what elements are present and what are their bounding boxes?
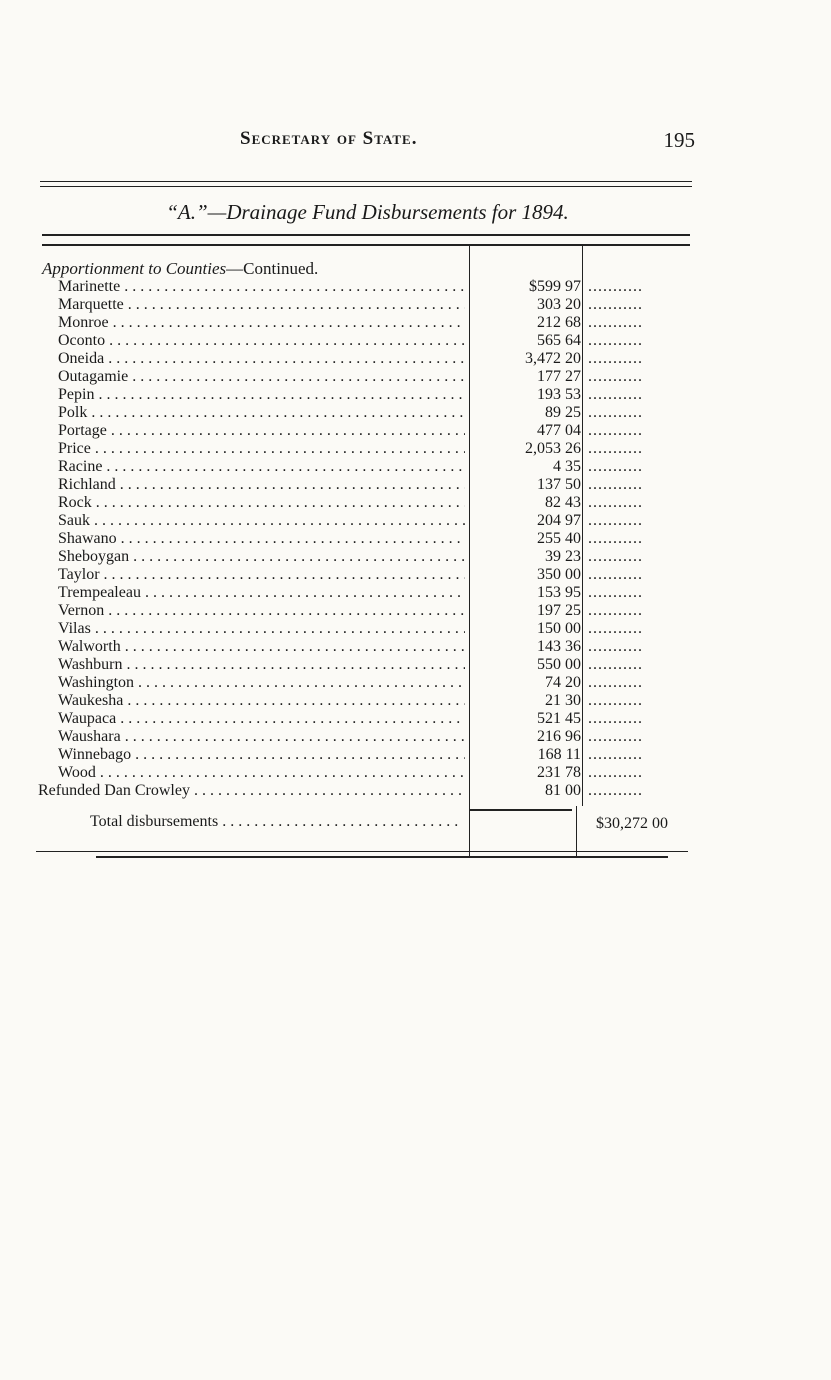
leader-dots: ........... (588, 584, 643, 601)
table-row (0, 404, 831, 422)
table-row (0, 656, 831, 674)
amount: 212 68 (537, 314, 581, 331)
amount: 521 45 (537, 710, 581, 727)
county-name: Monroe . . . (58, 314, 465, 332)
amount: 153 95 (537, 584, 581, 601)
table-row (0, 422, 831, 440)
running-head: Secretary of State. (240, 128, 418, 149)
amount: 550 00 (537, 656, 581, 673)
amount: 197 25 (537, 602, 581, 619)
county-name: Rock . . . (58, 494, 465, 512)
subtotal-rule (470, 809, 572, 811)
amount: 74 20 (545, 674, 581, 691)
amount: 177 27 (537, 368, 581, 385)
county-name: Waukesha . . . (58, 692, 465, 710)
amount: 3,472 20 (525, 350, 581, 367)
county-name: Outagamie . . . (58, 368, 465, 386)
amount: 81 00 (545, 782, 581, 799)
bottom-rule-2 (96, 856, 668, 858)
table-title: “A.”—Drainage Fund Disbursements for 1894. (166, 200, 569, 224)
county-name: Shawano . . . (58, 530, 465, 548)
county-name: Waushara . . . (58, 728, 465, 746)
section-heading-rest: —Continued. (226, 259, 319, 278)
table-row (0, 476, 831, 494)
table-row (0, 710, 831, 728)
county-name: Racine . . . (58, 458, 465, 476)
amount: 565 64 (537, 332, 581, 349)
title-rule (42, 234, 690, 236)
page-number: 195 (663, 128, 695, 152)
table-row (0, 638, 831, 656)
leader-dots: ........... (588, 458, 643, 475)
amount: 89 25 (545, 404, 581, 421)
county-name: Washington . . . (58, 674, 465, 692)
table-row (0, 440, 831, 458)
county-name: Price . . . (58, 440, 465, 458)
amount: 143 36 (537, 638, 581, 655)
county-name: Vernon . . . (58, 602, 465, 620)
table-row (0, 314, 831, 332)
leader-dots: ........... (588, 386, 643, 403)
leader-dots: ........... (588, 620, 643, 637)
table-row (0, 566, 831, 584)
county-name: Winnebago . . . (58, 746, 465, 764)
table-row (0, 674, 831, 692)
table-row (0, 332, 831, 350)
section-heading (42, 259, 318, 279)
amount: 39 23 (545, 548, 581, 565)
county-name: Polk . . . (58, 404, 465, 422)
leader-dots: ........... (588, 710, 643, 727)
table-row (0, 458, 831, 476)
amount: 231 78 (537, 764, 581, 781)
amount: 204 97 (537, 512, 581, 529)
title-rule-2 (42, 244, 690, 246)
amount: 137 50 (537, 476, 581, 493)
amount: 216 96 (537, 728, 581, 745)
leader-dots: ........... (588, 476, 643, 493)
table-row (0, 368, 831, 386)
amount: 2,053 26 (525, 440, 581, 457)
table-row (0, 386, 831, 404)
bottom-rule (36, 851, 688, 852)
leader-dots: ........... (588, 530, 643, 547)
leader-dots: ........... (588, 440, 643, 457)
leader-dots: ........... (588, 782, 643, 799)
leader-dots: ........... (588, 368, 643, 385)
table-row (0, 746, 831, 764)
leader-dots: ........... (588, 494, 643, 511)
amount: 21 30 (545, 692, 581, 709)
leader-dots: ........... (588, 764, 643, 781)
table-row (0, 602, 831, 620)
leader-dots: ........... (588, 692, 643, 709)
county-name: Sauk . . . (58, 512, 465, 530)
total-value: $30,272 00 (596, 815, 668, 832)
table-row (0, 584, 831, 602)
county-name: Portage . . . (58, 422, 465, 440)
table-row (0, 692, 831, 710)
amount: 4 35 (553, 458, 581, 475)
leader-dots: ........... (588, 656, 643, 673)
county-name: Waupaca . . . (58, 710, 465, 728)
table-row (0, 278, 831, 296)
county-name: Pepin . . . (58, 386, 465, 404)
top-rule (40, 181, 692, 182)
leader-dots: ........... (588, 512, 643, 529)
leader-dots: ........... (588, 566, 643, 583)
leader-dots: ........... (588, 404, 643, 421)
county-name: Trempealeau . . . (58, 584, 465, 602)
amount: $599 97 (529, 278, 581, 295)
amount: 82 43 (545, 494, 581, 511)
table-row (0, 782, 831, 800)
leader-dots: ........... (588, 602, 643, 619)
leader-dots: ........... (588, 746, 643, 763)
county-name: Richland . . . (58, 476, 465, 494)
disbursement-rows (0, 278, 831, 800)
leader-dots: ........... (588, 332, 643, 349)
county-name: Marquette . . . (58, 296, 465, 314)
county-name: Oneida . . . (58, 350, 465, 368)
amount: 150 00 (537, 620, 581, 637)
county-name: Taylor . . . (58, 566, 465, 584)
table-row (0, 512, 831, 530)
table-row (0, 764, 831, 782)
leader-dots: ........... (588, 314, 643, 331)
amount: 350 00 (537, 566, 581, 583)
total-row (0, 813, 831, 835)
table-row (0, 548, 831, 566)
leader-dots: ........... (588, 296, 643, 313)
county-name: Vilas . . . (58, 620, 465, 638)
amount: 168 11 (537, 746, 581, 763)
leader-dots: ........... (588, 638, 643, 655)
leader-dots: ........... (588, 548, 643, 565)
table-row (0, 350, 831, 368)
county-name: Marinette . . . (58, 278, 465, 296)
table-row (0, 530, 831, 548)
table-row (0, 620, 831, 638)
amount: 255 40 (537, 530, 581, 547)
leader-dots: ........... (588, 350, 643, 367)
table-row (0, 296, 831, 314)
leader-dots: ........... (588, 728, 643, 745)
section-heading-italic: Apportionment to Counties (42, 259, 227, 278)
county-name: Sheboygan . . . (58, 548, 465, 566)
leader-dots: ........... (588, 278, 643, 295)
county-name: Wood . . . (58, 764, 465, 782)
county-name: Washburn . . . (58, 656, 465, 674)
table-row (0, 728, 831, 746)
county-name: Walworth . . . (58, 638, 465, 656)
page-header (40, 128, 695, 158)
table-row (0, 494, 831, 512)
top-rule-2 (40, 186, 692, 187)
county-name: Oconto . . . (58, 332, 465, 350)
leader-dots: ........... (588, 422, 643, 439)
county-name: Refunded Dan Crowley . . . (38, 782, 463, 800)
total-label: Total disbursements . . . (90, 813, 460, 831)
amount: 303 20 (537, 296, 581, 313)
amount: 477 04 (537, 422, 581, 439)
amount: 193 53 (537, 386, 581, 403)
leader-dots: ........... (588, 674, 643, 691)
